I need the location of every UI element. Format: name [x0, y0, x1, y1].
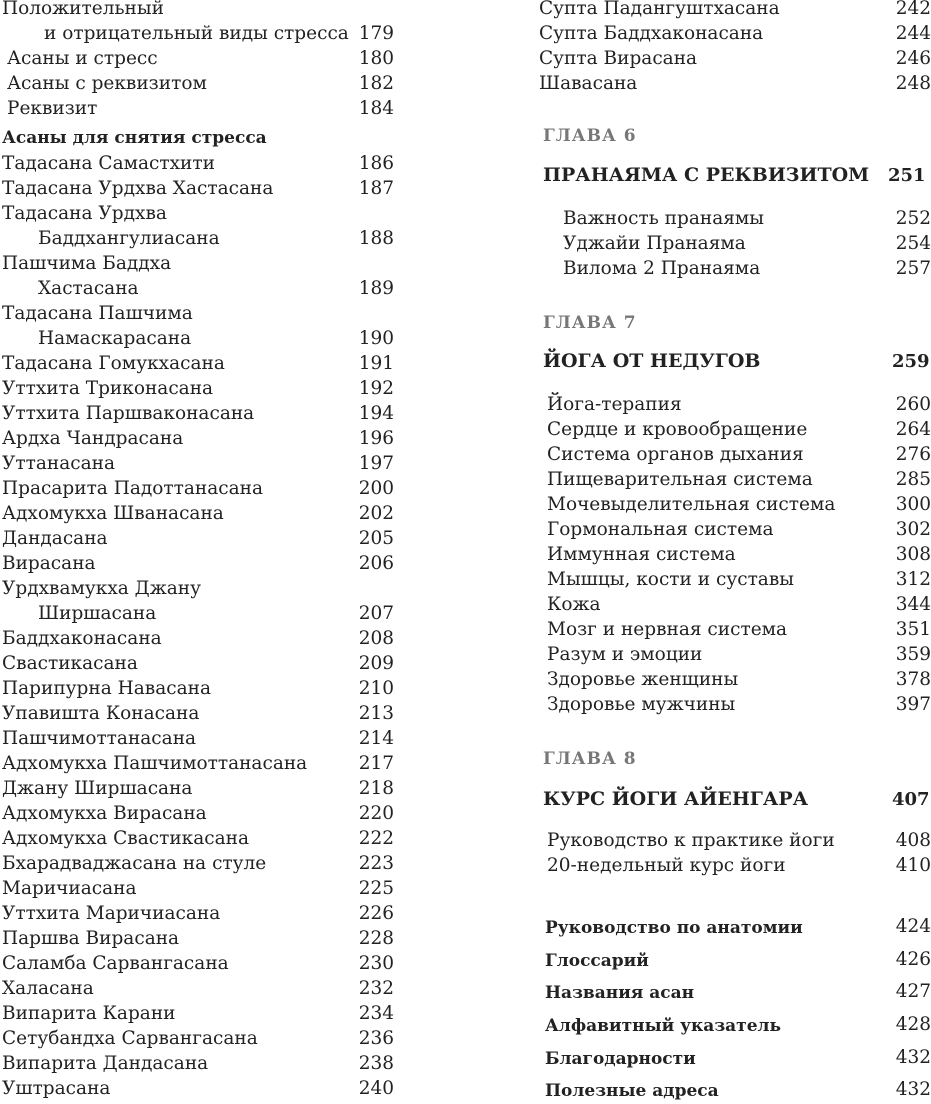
toc-entry-page: 189: [358, 278, 394, 299]
toc-entry-title: Адхомукха Шванасана: [2, 503, 224, 524]
back-matter-title: Руководство по анатомии: [545, 918, 803, 938]
toc-entry-title: Дандасана: [2, 528, 108, 549]
back-matter-page: 432: [895, 1047, 931, 1068]
toc-entry-page: 182: [358, 73, 394, 94]
toc-entry-page: 359: [895, 644, 931, 665]
toc-entry-page: 240: [358, 1078, 394, 1099]
toc-entry-page: 302: [895, 519, 931, 540]
toc-entry-page: 276: [895, 444, 931, 465]
toc-entry-page: 220: [358, 803, 394, 824]
toc-entry-page: 217: [358, 753, 394, 774]
toc-entry-page: 210: [358, 678, 394, 699]
back-matter-page: 432: [895, 1079, 931, 1100]
toc-entry-page: 236: [358, 1028, 394, 1049]
toc-entry-page: 257: [895, 258, 931, 279]
toc-entry-page: 206: [358, 553, 394, 574]
toc-entry-page: 238: [358, 1053, 394, 1074]
back-matter-title: Полезные адреса: [545, 1081, 719, 1101]
toc-entry-title: Урдхвамукха Джану: [2, 578, 201, 599]
toc-entry-page: 226: [358, 903, 394, 924]
toc-entry-title: Здоровье мужчины: [547, 694, 736, 715]
back-matter-page: 427: [895, 981, 931, 1002]
toc-entry-title: 20-недельный курс йоги: [547, 855, 786, 876]
toc-entry-title: Тадасана Урдхва Хастасана: [2, 178, 274, 199]
toc-entry-page: 186: [358, 153, 394, 174]
toc-entry-title: Супта Баддхаконасана: [539, 23, 764, 44]
toc-entry-page: 192: [358, 378, 394, 399]
toc-entry-page: 179: [358, 23, 394, 44]
toc-entry-title: Прасарита Падоттанасана: [2, 478, 264, 499]
toc-entry-title: Адхомукха Вирасана: [2, 803, 207, 824]
toc-entry-title: Баддхангулиасана: [38, 228, 220, 249]
back-matter-page: 426: [895, 949, 931, 970]
toc-entry-title: Уттхита Маричиасана: [2, 903, 221, 924]
back-matter-title: Благодарности: [545, 1049, 696, 1069]
toc-entry-title: Гормональная система: [547, 519, 774, 540]
toc-entry-page: 209: [358, 653, 394, 674]
toc-entry-title: Адхомукха Пашчимоттанасана: [2, 753, 308, 774]
toc-entry-title: Маричиасана: [2, 878, 137, 899]
back-matter-page: 428: [895, 1014, 931, 1035]
toc-entry-title: Система органов дыхания: [547, 444, 804, 465]
toc-entry-title: Паршва Вирасана: [2, 928, 180, 949]
toc-entry-title: Уштрасана: [2, 1078, 111, 1099]
back-matter-page: 424: [895, 916, 931, 937]
toc-entry-page: 184: [358, 98, 394, 119]
toc-entry-page: 378: [895, 669, 931, 690]
toc-entry-page: 225: [358, 878, 394, 899]
toc-entry-page: 205: [358, 528, 394, 549]
toc-entry-page: 213: [358, 703, 394, 724]
toc-entry-title: Намаскарасана: [38, 328, 192, 349]
toc-entry-title: Руководство к практике йоги: [547, 830, 835, 851]
toc-entry-page: 252: [895, 208, 931, 229]
toc-entry-title: Ардха Чандрасана: [2, 428, 184, 449]
toc-entry-page: 254: [895, 233, 931, 254]
toc-entry-title: Халасана: [2, 978, 94, 999]
toc-entry-page: 230: [358, 953, 394, 974]
toc-entry-page: 408: [895, 830, 931, 851]
toc-entry-page: 228: [358, 928, 394, 949]
toc-entry-title: Уттхита Паршваконасана: [2, 403, 255, 424]
toc-entry-page: 246: [895, 48, 931, 69]
toc-entry-title: Шавасана: [539, 73, 638, 94]
toc-entry-page: 188: [358, 228, 394, 249]
back-matter-title: Названия асан: [545, 983, 695, 1003]
toc-entry-title: Тадасана Пашчима: [2, 303, 193, 324]
toc-entry-title: Тадасана Гомукхасана: [2, 353, 225, 374]
toc-entry-page: 191: [358, 353, 394, 374]
toc-entry-page: 242: [895, 0, 931, 19]
toc-entry-title: Супта Падангуштхасана: [539, 0, 780, 19]
toc-entry-page: 410: [895, 855, 931, 876]
toc-entry-title: Упавишта Конасана: [2, 703, 200, 724]
toc-entry-page: 264: [895, 419, 931, 440]
chapter-label: ГЛАВА 6: [543, 126, 637, 146]
toc-entry-page: 208: [358, 628, 394, 649]
back-matter-title: Глоссарий: [545, 951, 649, 971]
chapter-page: 407: [892, 789, 930, 810]
toc-entry-page: 207: [358, 603, 394, 624]
toc-entry-title: Вирасана: [2, 553, 96, 574]
toc-entry-page: 244: [895, 23, 931, 44]
toc-entry-title: Тадасана Урдхва: [2, 203, 167, 224]
chapter-label: ГЛАВА 7: [543, 313, 637, 333]
toc-entry-title: Парипурна Навасана: [2, 678, 211, 699]
toc-entry-page: 180: [358, 48, 394, 69]
toc-entry-page: 351: [895, 619, 931, 640]
toc-entry-title: Пашчимоттанасана: [2, 728, 197, 749]
toc-entry-page: 222: [358, 828, 394, 849]
toc-entry-page: 232: [358, 978, 394, 999]
toc-entry-title: Хастасана: [38, 278, 139, 299]
toc-entry-title: Адхомукха Свастикасана: [2, 828, 250, 849]
toc-entry-page: 234: [358, 1003, 394, 1024]
toc-entry-title: Разум и эмоции: [547, 644, 703, 665]
chapter-page: 251: [888, 165, 926, 186]
toc-entry-title: Кожа: [547, 594, 601, 615]
toc-entry-title: Свастикасана: [2, 653, 138, 674]
toc-entry-title: Асаны с реквизитом: [7, 73, 207, 94]
toc-entry-page: 200: [358, 478, 394, 499]
toc-entry-title: Пашчима Баддха: [2, 253, 172, 274]
toc-entry-title: Сердце и кровообращение: [547, 419, 808, 440]
toc-entry-title: Важность пранаямы: [563, 208, 765, 229]
toc-entry-title: Баддхаконасана: [2, 628, 162, 649]
toc-entry-page: 344: [895, 594, 931, 615]
toc-entry-page: 190: [358, 328, 394, 349]
chapter-title: КУРС ЙОГИ АЙЕНГАРА: [543, 788, 809, 810]
toc-entry-page: 187: [358, 178, 394, 199]
toc-entry-title: Реквизит: [7, 98, 98, 119]
toc-entry-page: 218: [358, 778, 394, 799]
chapter-label: ГЛАВА 8: [543, 749, 637, 769]
toc-entry-title: Джану Ширшасана: [2, 778, 193, 799]
toc-entry-page: 300: [895, 494, 931, 515]
chapter-title: ЙОГА ОТ НЕДУГОВ: [543, 350, 761, 372]
toc-entry-page: 197: [358, 453, 394, 474]
toc-entry-title: и отрицательный виды стресса: [44, 23, 349, 44]
toc-entry-page: 260: [895, 394, 931, 415]
toc-entry-title: Иммунная система: [547, 544, 736, 565]
toc-entry-title: Здоровье женщины: [547, 669, 739, 690]
toc-entry-title: Саламба Сарвангасана: [2, 953, 229, 974]
toc-entry-title: Вилома 2 Пранаяма: [563, 258, 761, 279]
toc-entry-page: 248: [895, 73, 931, 94]
toc-entry-title: Асаны и стресс: [7, 48, 158, 69]
toc-entry-title: Положительный: [2, 0, 164, 19]
toc-entry-title: Випарита Дандасана: [2, 1053, 209, 1074]
toc-entry-page: 214: [358, 728, 394, 749]
toc-entry-title: Уттхита Триконасана: [2, 378, 214, 399]
toc-entry-page: 223: [358, 853, 394, 874]
toc-entry-page: 308: [895, 544, 931, 565]
toc-entry-title: Сетубандха Сарвангасана: [2, 1028, 258, 1049]
toc-entry-title: Йога-терапия: [547, 394, 682, 415]
toc-entry-title: Випарита Карани: [2, 1003, 176, 1024]
toc-entry-page: 312: [895, 569, 931, 590]
toc-entry-title: Уттанасана: [2, 453, 115, 474]
toc-entry-title: Мозг и нервная система: [547, 619, 788, 640]
toc-entry-page: 285: [895, 469, 931, 490]
toc-entry-title: Супта Вирасана: [539, 48, 698, 69]
toc-entry-title: Тадасана Самастхити: [2, 153, 215, 174]
chapter-title: ПРАНАЯМА С РЕКВИЗИТОМ: [543, 164, 870, 186]
toc-entry-page: 196: [358, 428, 394, 449]
toc-entry-title: Уджайи Пранаяма: [563, 233, 746, 254]
chapter-page: 259: [892, 351, 930, 372]
section-title: Асаны для снятия стресса: [2, 128, 267, 148]
toc-entry-page: 397: [895, 694, 931, 715]
toc-entry-title: Мышцы, кости и суставы: [547, 569, 794, 590]
back-matter-title: Алфавитный указатель: [545, 1016, 782, 1036]
toc-entry-title: Пищеварительная система: [547, 469, 813, 490]
toc-entry-title: Ширшасана: [38, 603, 157, 624]
toc-entry-title: Мочевыделительная система: [547, 494, 836, 515]
toc-entry-page: 202: [358, 503, 394, 524]
toc-entry-page: 194: [358, 403, 394, 424]
toc-entry-title: Бхарадваджасана на стуле: [2, 853, 267, 874]
